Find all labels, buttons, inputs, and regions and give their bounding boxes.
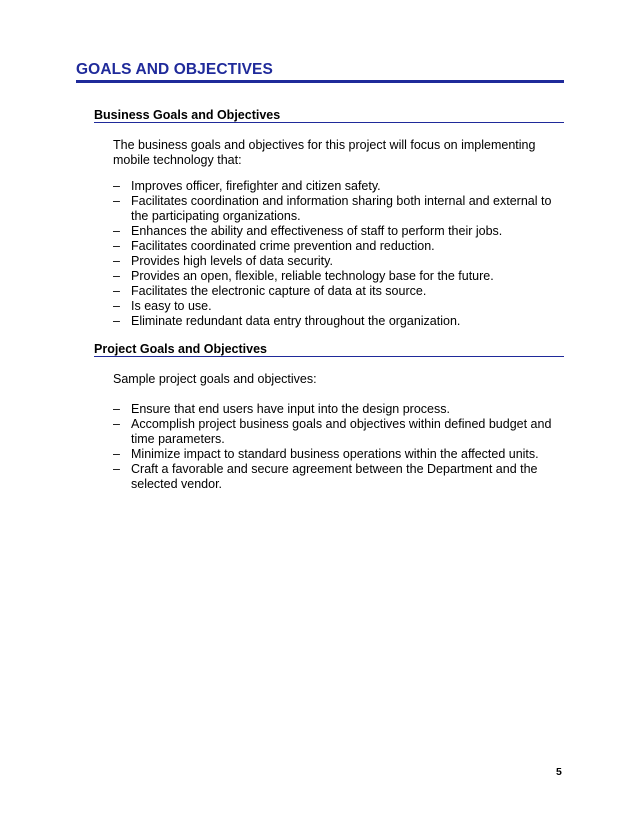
bullet-dash: –	[113, 417, 120, 431]
section-underline-business-goals	[94, 122, 564, 123]
list-item: – Enhances the ability and effectiveness of staff to perform their jobs.	[113, 224, 503, 238]
list-item: – Accomplish project business goals and objectives within defined budget and time parameters.	[113, 417, 552, 446]
bullet-dash: –	[113, 402, 120, 416]
list-item: – Improves officer, firefighter and citizen safety.	[113, 179, 381, 193]
project-goals-intro: Sample project goals and objectives:	[113, 372, 317, 386]
bullet-dash: –	[113, 462, 120, 476]
list-item: – Craft a favorable and secure agreement between the Department and the selected vendor.	[113, 462, 538, 491]
section-underline-project-goals	[94, 356, 564, 357]
list-item: – Minimize impact to standard business operations within the affected units.	[113, 447, 539, 461]
bullet-dash: –	[113, 269, 120, 283]
business-goals-list	[113, 179, 563, 329]
business-goals-intro: The business goals and objectives for this project will focus on implementing mobile technology that:	[113, 138, 536, 167]
bullet-dash: –	[113, 239, 120, 253]
list-item: – Facilitates coordination and information sharing both internal and external to the participating organizations.	[113, 194, 552, 223]
list-item: – Provides an open, flexible, reliable technology base for the future.	[113, 269, 494, 283]
bullet-dash: –	[113, 194, 120, 208]
list-item: – Eliminate redundant data entry throughout the organization.	[113, 314, 461, 328]
title-underline	[76, 80, 564, 83]
list-item: – Facilitates coordinated crime prevention and reduction.	[113, 239, 435, 253]
bullet-dash: –	[113, 314, 120, 328]
bullet-dash: –	[113, 179, 120, 193]
list-item: – Provides high levels of data security.	[113, 254, 333, 268]
section-heading-project-goals: Project Goals and Objectives	[94, 342, 267, 356]
page-title: GOALS AND OBJECTIVES	[76, 61, 273, 78]
project-goals-list	[113, 402, 563, 492]
bullet-dash: –	[113, 254, 120, 268]
bullet-dash: –	[113, 299, 120, 313]
bullet-dash: –	[113, 284, 120, 298]
page-number: 5	[556, 766, 562, 778]
bullet-dash: –	[113, 224, 120, 238]
list-item: – Ensure that end users have input into the design process.	[113, 402, 450, 416]
list-item: – Facilitates the electronic capture of data at its source.	[113, 284, 427, 298]
bullet-dash: –	[113, 447, 120, 461]
section-heading-business-goals: Business Goals and Objectives	[94, 108, 281, 122]
list-item: – Is easy to use.	[113, 299, 212, 313]
